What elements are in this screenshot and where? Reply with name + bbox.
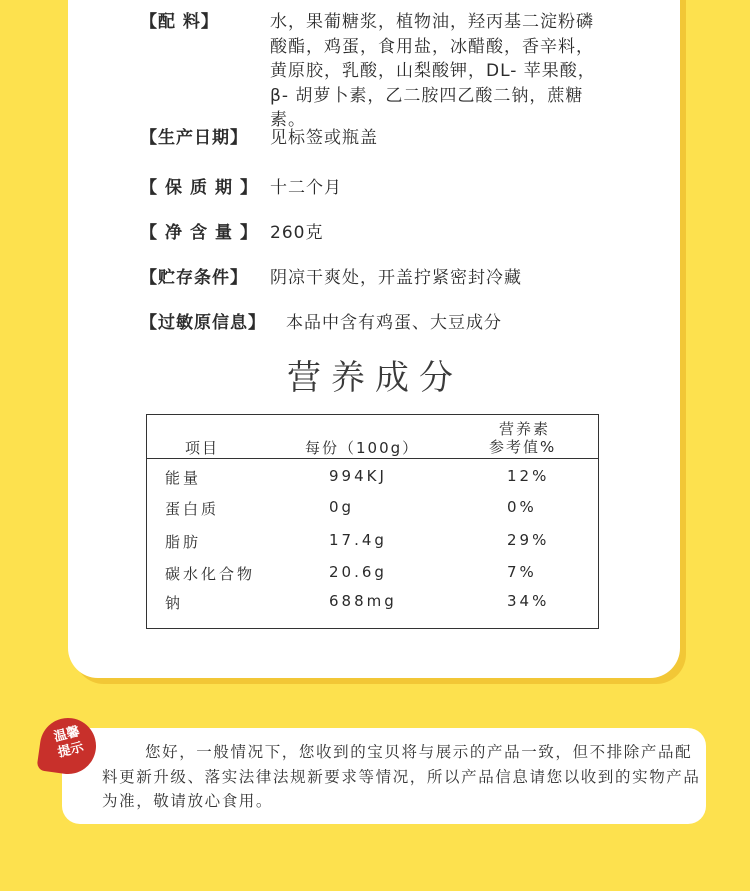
header-nrv-line2: 参考值% (489, 438, 557, 456)
cell-nrv: 7% (507, 563, 537, 581)
cell-value: 688mg (329, 592, 397, 610)
storage-value: 阴凉干爽处，开盖拧紧密封冷藏 (270, 268, 522, 288)
table-row (147, 531, 598, 555)
production-date-label: 【生产日期】 (140, 128, 248, 148)
cell-item: 蛋白质 (165, 500, 220, 518)
table-row (147, 467, 598, 491)
net-content-label: 【净含量】 (140, 223, 265, 243)
ingredients-label: 【配 料】 (140, 12, 219, 32)
header-nrv-line1: 营养素 (499, 420, 551, 438)
cell-nrv: 29% (507, 531, 550, 549)
cell-value: 17.4g (329, 531, 387, 549)
net-content-value: 260克 (270, 223, 324, 243)
cell-item: 钠 (165, 594, 184, 612)
nutrition-table (146, 414, 599, 629)
tip-badge-line2: 提示 (56, 739, 86, 761)
tip-bubble (62, 728, 706, 824)
shelf-life-label: 【保质期】 (140, 178, 265, 198)
header-per-serving: 每份（100g） (305, 439, 420, 457)
tip-text: 您好，一般情况下，您收到的宝贝将与展示的产品一致，但不排除产品配料更新升级、落实法律法规新要求等情况，所以产品信息请您以收到的实物产品为准，敬请放心食用。 (102, 743, 701, 810)
table-row (147, 563, 598, 587)
cell-value: 20.6g (329, 563, 387, 581)
cell-nrv: 0% (507, 498, 537, 516)
cell-item: 脂肪 (165, 533, 202, 551)
cell-nrv: 12% (507, 467, 550, 485)
production-date-value: 见标签或瓶盖 (270, 128, 378, 148)
cell-value: 994KJ (329, 467, 387, 485)
table-row (147, 592, 598, 616)
cell-item: 碳水化合物 (165, 565, 256, 583)
allergen-value: 本品中含有鸡蛋、大豆成分 (286, 313, 502, 333)
cell-item: 能量 (165, 469, 202, 487)
table-row (147, 498, 598, 522)
header-item: 项目 (185, 439, 220, 457)
nutrition-title: 营养成分 (287, 358, 463, 398)
shelf-life-value: 十二个月 (270, 178, 342, 198)
ingredients-value: 水，果葡糖浆，植物油，羟丙基二淀粉磷酸酯，鸡蛋，食用盐，冰醋酸，香辛料，黄原胶，乳酸，山梨酸钾，DL- 苹果酸，β- 胡萝卜素，乙二胺四乙酸二钠，蔗糖素。 (270, 12, 596, 130)
allergen-label: 【过敏原信息】 (140, 313, 266, 333)
cell-value: 0g (329, 498, 355, 516)
nutrition-table-header (147, 415, 598, 459)
storage-label: 【贮存条件】 (140, 268, 248, 288)
tip-badge-line1: 温馨 (52, 724, 82, 746)
cell-nrv: 34% (507, 592, 550, 610)
